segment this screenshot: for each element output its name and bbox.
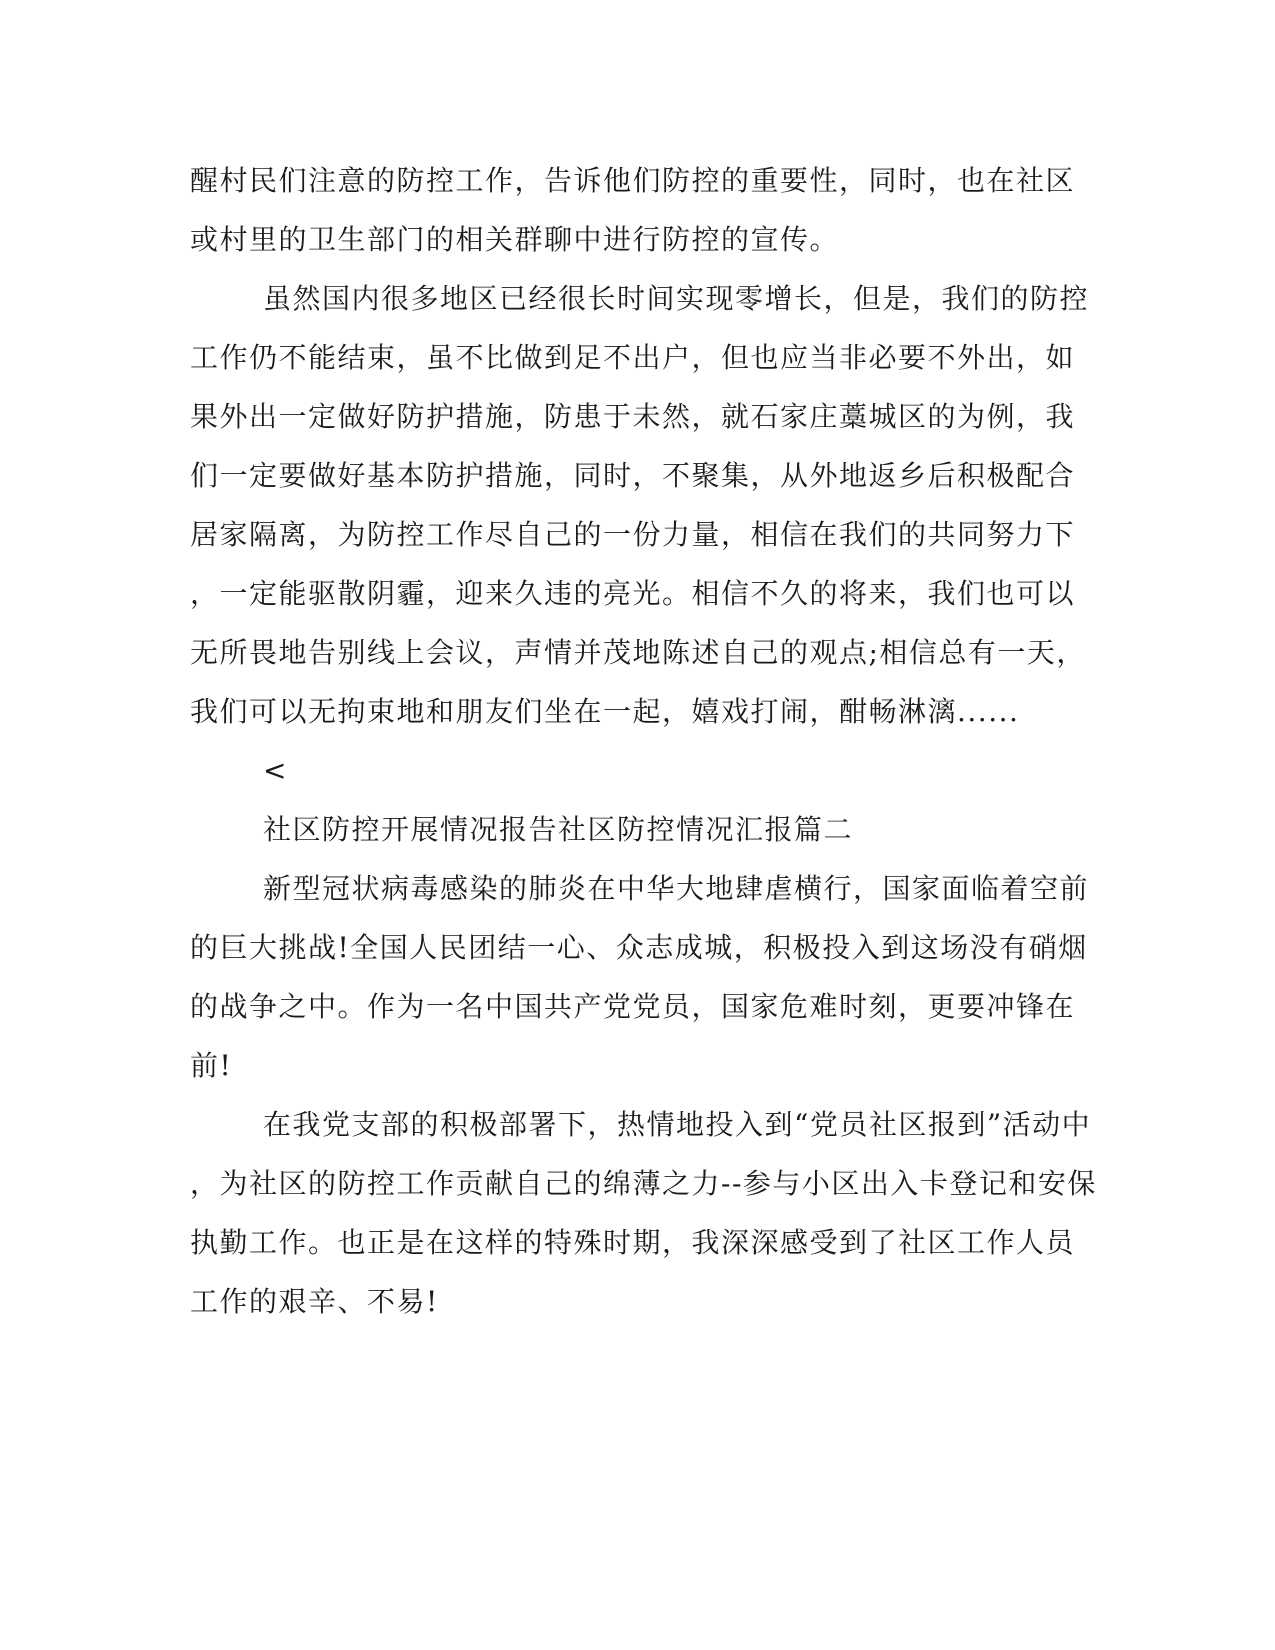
text-line: <	[263, 754, 288, 787]
text-line: 在我党支部的积极部署下，热情地投入到“党员社区报到”活动中	[263, 1108, 1092, 1141]
text-line: ，一定能驱散阴霾，迎来久违的亮光。相信不久的将来，我们也可以	[190, 577, 1076, 610]
text-line: 们一定要做好基本防护措施，同时，不聚集，从外地返乡后积极配合	[190, 459, 1076, 492]
text-line: ，为社区的防控工作贡献自己的绵薄之力--参与小区出入卡登记和安保	[190, 1167, 1097, 1200]
text-line: 无所畏地告别线上会议，声情并茂地陈述自己的观点;相信总有一天，	[190, 636, 1086, 669]
text-line: 果外出一定做好防护措施，防患于未然，就石家庄藁城区的为例，我	[190, 400, 1076, 433]
text-line: 执勤工作。也正是在这样的特殊时期，我深深感受到了社区工作人员	[190, 1226, 1076, 1259]
section-heading: 社区防控开展情况报告社区防控情况汇报篇二	[263, 813, 854, 846]
text-line: 工作仍不能结束，虽不比做到足不出户，但也应当非必要不外出，如	[190, 341, 1076, 374]
text-line: 虽然国内很多地区已经很长时间实现零增长，但是，我们的防控	[263, 282, 1090, 315]
text-line: 工作的艰辛、不易!	[190, 1285, 439, 1318]
text-line: 或村里的卫生部门的相关群聊中进行防控的宣传。	[190, 223, 840, 256]
text-line: 新型冠状病毒感染的肺炎在中华大地肆虐横行，国家面临着空前	[263, 872, 1090, 905]
text-line: 我们可以无拘束地和朋友们坐在一起，嬉戏打闹，酣畅淋漓......	[190, 695, 1020, 728]
text-line: 醒村民们注意的防控工作，告诉他们防控的重要性，同时，也在社区	[190, 164, 1076, 197]
text-line: 的巨大挑战!全国人民团结一心、众志成城，积极投入到这场没有硝烟	[190, 931, 1088, 964]
text-line: 前!	[190, 1049, 233, 1082]
text-line: 居家隔离，为防控工作尽自己的一份力量，相信在我们的共同努力下	[190, 518, 1076, 551]
text-line: 的战争之中。作为一名中国共产党党员，国家危难时刻，更要冲锋在	[190, 990, 1076, 1023]
